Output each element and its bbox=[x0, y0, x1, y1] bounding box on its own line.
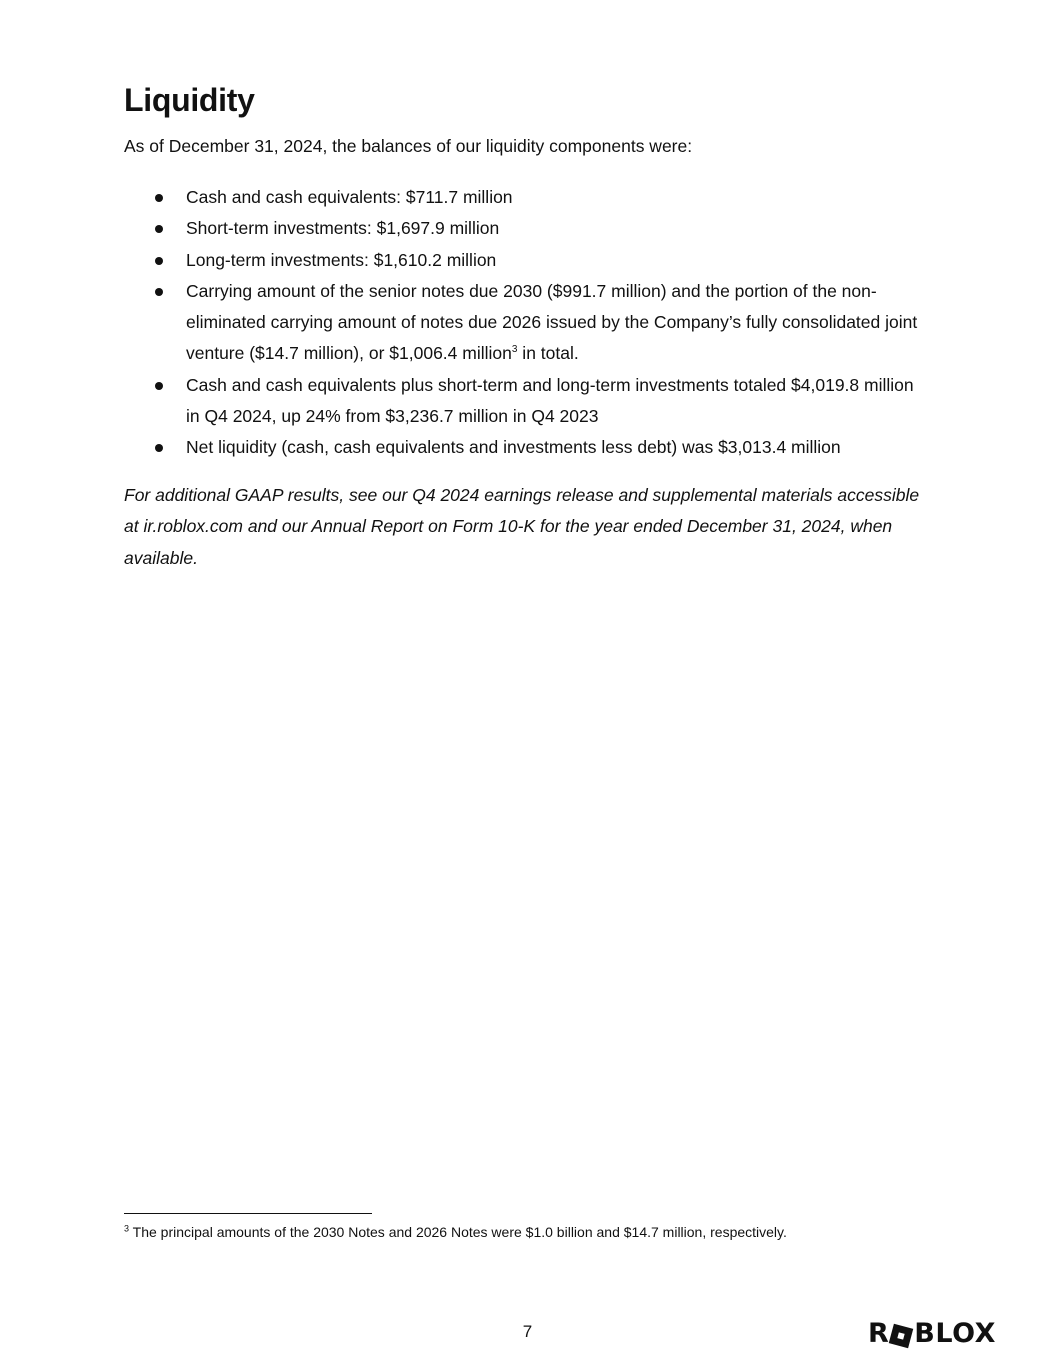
list-item-text: Carrying amount of the senior notes due 2030 ($991.7 million) and the portion of the non-eliminated carrying amount of notes due 2026 issued by the Company’s fully consolidated joint venture ($14.7 million), or $1,006.4 million bbox=[186, 280, 918, 364]
logo-text-left: R bbox=[868, 1318, 890, 1349]
gaap-note: For additional GAAP results, see our Q4 2024 earnings release and supplemental materials accessible at ir.roblox.com and our Annual Report on Form 10-K for the year ended December 31, 2024, when available. bbox=[124, 485, 920, 568]
list-item-text: Long-term investments: $1,610.2 million bbox=[186, 249, 497, 270]
list-item bbox=[124, 276, 924, 370]
bullet-icon bbox=[155, 288, 163, 296]
list-item-text: Net liquidity (cash, cash equivalents and investments less debt) was $3,013.4 million bbox=[186, 437, 841, 458]
roblox-logo bbox=[868, 1319, 996, 1349]
list-item bbox=[124, 432, 924, 463]
list-item-text: Cash and cash equivalents: $711.7 million bbox=[186, 187, 513, 207]
list-item bbox=[124, 370, 924, 433]
bullet-icon bbox=[155, 257, 163, 265]
liquidity-list bbox=[124, 182, 924, 464]
bullet-icon bbox=[155, 444, 163, 452]
bullet-icon bbox=[155, 382, 163, 390]
intro-paragraph: As of December 31, 2024, the balances of our liquidity components were: bbox=[124, 136, 693, 156]
section-heading: Liquidity bbox=[124, 82, 255, 118]
page-number: 7 bbox=[522, 1322, 533, 1341]
footnote-divider bbox=[124, 1213, 372, 1214]
list-item bbox=[124, 245, 924, 276]
logo-text-right: BLOX bbox=[914, 1318, 996, 1349]
footnote-marker: 3 bbox=[124, 1223, 130, 1234]
footnote bbox=[124, 1222, 787, 1242]
list-item-text: Cash and cash equivalents plus short-term and long-term investments totaled $4,019.8 million in Q4 2024, up 24% from $3,236.7 million in Q4 2023 bbox=[186, 374, 914, 427]
footnote-ref: 3 bbox=[511, 344, 518, 356]
logo-mark-icon bbox=[889, 1324, 913, 1348]
list-item bbox=[124, 182, 924, 213]
list-item-text: Short-term investments: $1,697.9 million bbox=[186, 218, 500, 239]
footnote-text: The principal amounts of the 2030 Notes and 2026 Notes were $1.0 billion and $14.7 million, respectively. bbox=[129, 1224, 787, 1240]
bullet-icon bbox=[155, 194, 163, 202]
bullet-icon bbox=[155, 225, 163, 233]
list-item bbox=[124, 213, 924, 244]
list-item-text-end: in total. bbox=[517, 343, 579, 364]
